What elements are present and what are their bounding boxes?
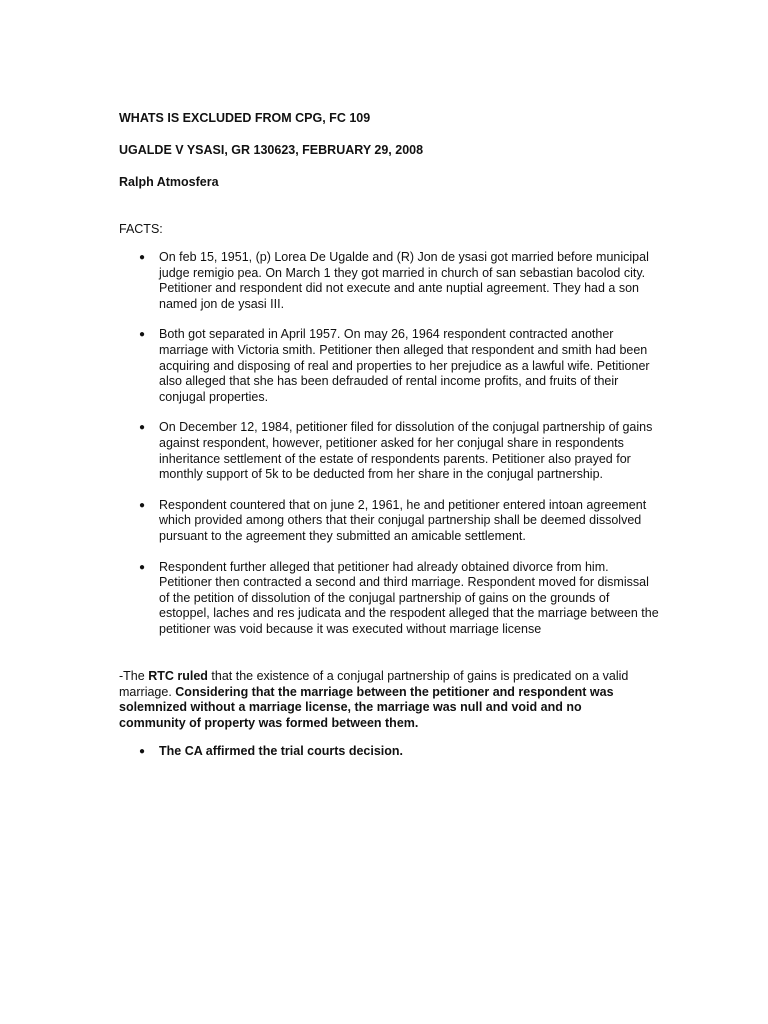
- rtc-middle: that the existence of a conjugal partnership of gains is predicated on a valid marriage.: [119, 669, 629, 699]
- fact-text: On feb 15, 1951, (p) Lorea De Ugalde and (R) Jon de ysasi got married before municipal judge remigio pea. On March 1 they got married in church of san sebastian bacolod city. Petitioner and respondent did not execute and ante nuptial agreement. They had a son named jon de ysasi III.: [159, 250, 649, 311]
- bullet-icon: ●: [139, 252, 146, 263]
- topic-heading: WHATS IS EXCLUDED FROM CPG, FC 109: [119, 111, 371, 125]
- list-item: [119, 327, 659, 405]
- fact-text: Both got separated in April 1957. On may 26, 1964 respondent contracted another marriage with Victoria smith. Petitioner then alleged that respondent and smith had been acquiring and disposing of real and properties to her prejudice as a lawful wife. Petitioner also alleged that she has been defrauded of rental income profits, and fruits of their conjugal properties.: [159, 327, 650, 404]
- rtc-conclusion: Considering that the marriage between the petitioner and respondent was solemnized without a marriage license, the marriage was null and void and no community of property was formed between them.: [119, 684, 614, 730]
- facts-list: [119, 250, 659, 652]
- bullet-icon: ●: [139, 561, 146, 573]
- fact-text: Respondent countered that on june 2, 1961, he and petitioner entered intoan agreement which provided among others that their conjugal partnership shall be deemed dissolved pursuant to the agreement they submitted an amicable settlement.: [159, 497, 647, 543]
- fact-text: Respondent further alleged that petitioner had already obtained divorce from him. Petitioner then contracted a second and third marriage. Respondent moved for dismissal of the petition of dissolution of the conjugal partnership of gains on the grounds of estoppel, laches and res judicata and the respodent alleged that the marriage between the petitioner was void because it was executed without marriage license: [159, 559, 659, 636]
- rtc-label: RTC ruled: [148, 669, 208, 683]
- ca-ruling: [119, 744, 639, 760]
- list-item: [119, 498, 659, 545]
- list-item: [119, 250, 659, 312]
- case-heading: UGALDE V YSASI, GR 130623, FEBRUARY 29, 2008: [119, 143, 424, 157]
- bullet-icon: ●: [139, 746, 146, 757]
- bullet-icon: ●: [139, 422, 146, 434]
- ca-text: The CA affirmed the trial courts decision.: [159, 744, 404, 758]
- bullet-icon: ●: [139, 499, 146, 511]
- list-item: [119, 560, 659, 638]
- author-heading: Ralph Atmosfera: [119, 175, 219, 189]
- bullet-icon: ●: [139, 329, 146, 341]
- list-item: [119, 420, 659, 482]
- fact-text: On December 12, 1984, petitioner filed for dissolution of the conjugal partnership of gains against respondent, however, petitioner asked for her conjugal share in respondents inheritance settlement of the estate of respondents parents. Petitioner also prayed for monthly support of 5k to be deducted from her share in the conjugal partnership.: [159, 420, 653, 482]
- rtc-ruling-paragraph: [119, 669, 639, 731]
- facts-label: FACTS:: [119, 222, 163, 236]
- rtc-prefix: -The: [119, 669, 149, 683]
